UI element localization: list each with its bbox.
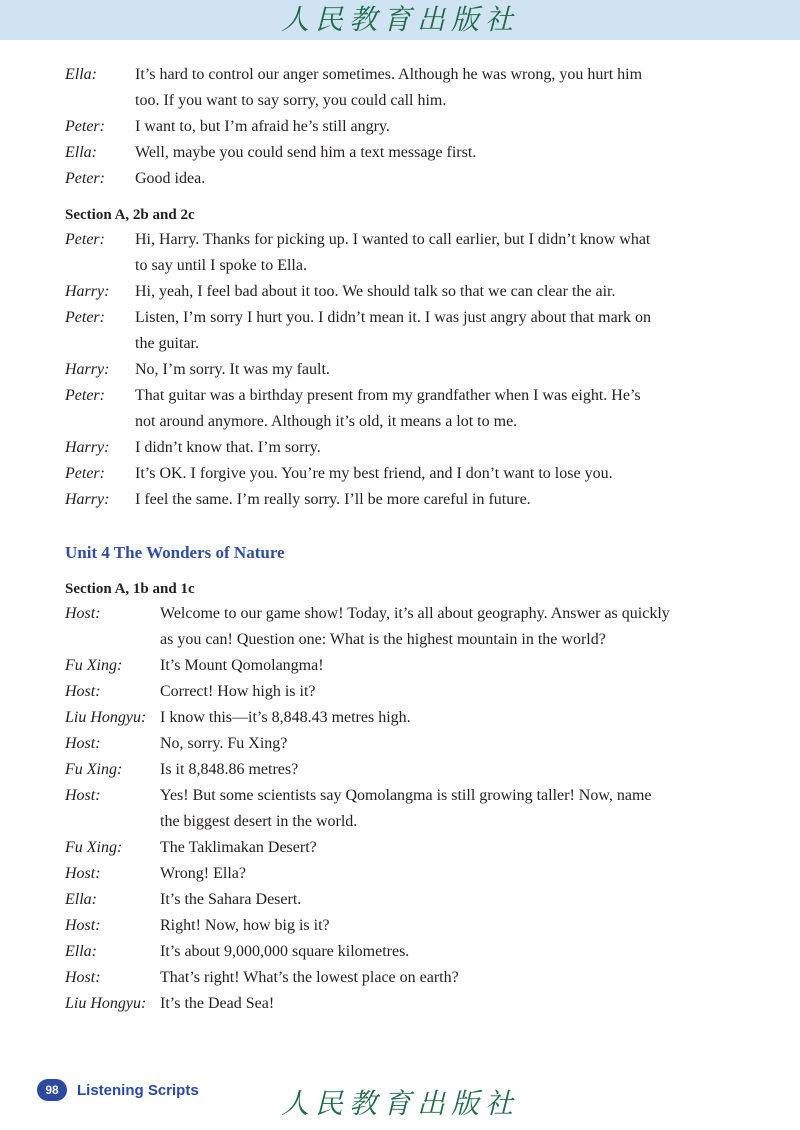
dialogue-text: the biggest desert in the world. [160,813,358,830]
dialogue-text: That guitar was a birthday present from my grandfather when I was eight. He’s [135,387,641,404]
speaker: Peter: [65,309,105,326]
dialogue-text: Wrong! Ella? [160,865,246,882]
speaker: Host: [65,917,101,934]
dialogue-text: too. If you want to say sorry, you could call him. [135,92,447,109]
publisher-logo: 人民教育出版社 [280,3,519,36]
speaker: Host: [65,787,101,804]
speaker: Host: [65,865,101,882]
dialogue-text: It’s about 9,000,000 square kilometres. [160,943,410,960]
dialogue-text: Correct! How high is it? [160,683,316,700]
dialogue-text: Yes! But some scientists say Qomolangma is still growing taller! Now, name [160,787,652,804]
dialogue-text: Welcome to our game show! Today, it’s all about geography. Answer as quickly [160,605,670,622]
dialogue-text: I know this—it’s 8,848.43 metres high. [160,709,411,726]
dialogue-text: That’s right! What’s the lowest place on earth? [160,969,459,986]
footer-label: Listening Scripts [77,1081,199,1099]
dialogue-text: It’s hard to control our anger sometimes. Although he was wrong, you hurt him [135,66,643,83]
speaker: Peter: [65,118,105,135]
dialogue-text: Is it 8,848.86 metres? [160,761,299,778]
speaker: Peter: [65,387,105,404]
publisher-logo-footer: 人民教育出版社 [280,1087,519,1120]
speaker: Harry: [65,491,110,508]
speaker: Ella: [65,943,97,960]
speaker: Ella: [65,144,97,161]
page-number-badge: 98 [37,1079,67,1101]
speaker: Host: [65,969,101,986]
section-heading: Section A, 2b and 2c [65,207,195,223]
dialogue-text: It’s the Sahara Desert. [160,891,302,908]
speaker: Harry: [65,361,110,378]
dialogue-text: not around anymore. Although it’s old, it means a lot to me. [135,413,518,430]
dialogue-text: Right! Now, how big is it? [160,917,330,934]
speaker: Host: [65,683,101,700]
speaker: Harry: [65,283,110,300]
dialogue-text: Hi, yeah, I feel bad about it too. We should talk so that we can clear the air. [135,283,616,300]
dialogue-text: It’s Mount Qomolangma! [160,657,324,674]
dialogue-text: Good idea. [135,170,206,187]
speaker: Ella: [65,66,97,83]
speaker: Host: [65,605,101,622]
section-heading: Section A, 1b and 1c [65,581,195,597]
dialogue-text: the guitar. [135,335,199,352]
dialogue-text: I didn’t know that. I’m sorry. [135,439,321,456]
speaker: Fu Xing: [65,761,123,778]
speaker: Liu Hongyu: [65,995,147,1012]
dialogue-text: I feel the same. I’m really sorry. I’ll be more careful in future. [135,491,531,508]
speaker: Peter: [65,170,105,187]
speaker: Host: [65,735,101,752]
dialogue-text: to say until I spoke to Ella. [135,257,307,274]
speaker: Ella: [65,891,97,908]
dialogue-text: It’s the Dead Sea! [160,995,275,1012]
dialogue-text: I want to, but I’m afraid he’s still angry. [135,118,390,135]
speaker: Fu Xing: [65,657,123,674]
speaker: Liu Hongyu: [65,709,147,726]
dialogue-text: It’s OK. I forgive you. You’re my best friend, and I don’t want to lose you. [135,465,613,482]
dialogue-text: The Taklimakan Desert? [160,839,317,856]
dialogue-text: No, sorry. Fu Xing? [160,735,288,752]
speaker: Fu Xing: [65,839,123,856]
dialogue-text: Hi, Harry. Thanks for picking up. I wanted to call earlier, but I didn’t know what [135,231,651,248]
speaker: Peter: [65,465,105,482]
dialogue-text: No, I’m sorry. It was my fault. [135,361,330,378]
dialogue-text: as you can! Question one: What is the highest mountain in the world? [160,631,606,648]
speaker: Harry: [65,439,110,456]
dialogue-text: Well, maybe you could send him a text message first. [135,144,477,161]
unit-title: Unit 4 The Wonders of Nature [65,543,285,562]
speaker: Peter: [65,231,105,248]
dialogue-text: Listen, I’m sorry I hurt you. I didn’t mean it. I was just angry about that mark on [135,309,652,326]
